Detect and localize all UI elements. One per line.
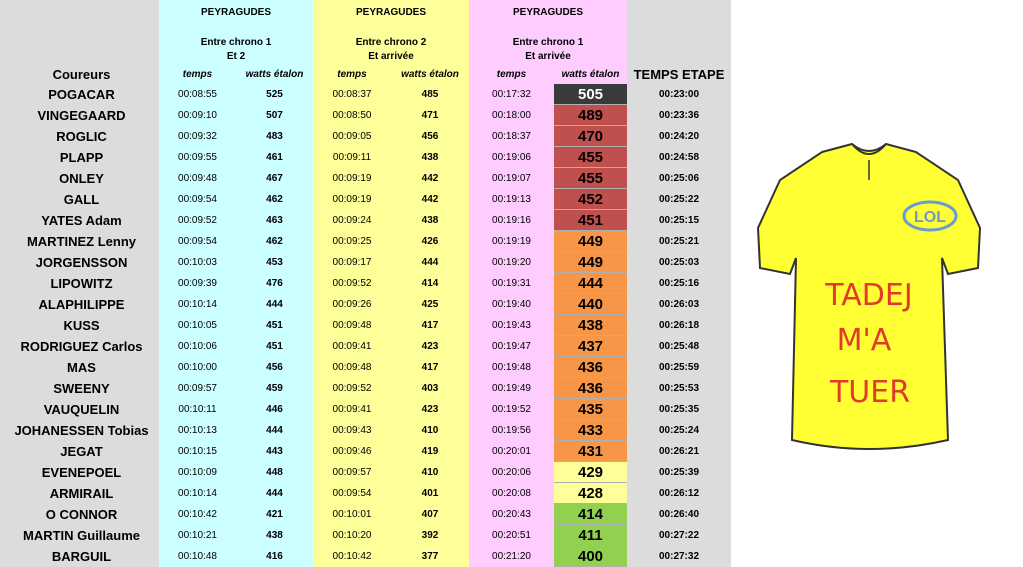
segment-3-time-cell[interactable]: 00:19:43 (469, 315, 554, 336)
rider-name-cell[interactable]: POGACAR (0, 84, 159, 105)
segment-3-time-cell[interactable]: 00:19:48 (469, 357, 554, 378)
segment-3-watts-cell[interactable]: 414 (554, 504, 627, 525)
table-row (0, 420, 731, 441)
table-row (0, 147, 731, 168)
segment-1-time-cell[interactable]: 00:10:06 (159, 336, 236, 357)
table-row (0, 504, 731, 525)
stage-time-column-header[interactable]: TEMPS ETAPE (627, 64, 731, 84)
segment-2-time-cell[interactable]: 00:09:19 (313, 189, 391, 210)
stage-time-cell[interactable]: 00:25:15 (627, 210, 731, 231)
segment-3-watts-cell[interactable]: 470 (554, 126, 627, 147)
segment-1-watts-cell[interactable]: 421 (236, 504, 313, 525)
segment-1-time-cell[interactable]: 00:10:00 (159, 357, 236, 378)
table-row (0, 84, 731, 105)
segment-1-time-cell[interactable]: 00:09:39 (159, 273, 236, 294)
stage-time-cell[interactable]: 00:25:21 (627, 231, 731, 252)
segment-2-time-cell[interactable]: 00:09:17 (313, 252, 391, 273)
table-row (0, 252, 731, 273)
rider-name-cell[interactable]: ARMIRAIL (0, 483, 159, 504)
segment-1-time-cell[interactable]: 00:09:54 (159, 231, 236, 252)
segment-2-line2: Et arrivée (368, 51, 414, 62)
table-row (0, 378, 731, 399)
segment-2-watts-cell[interactable]: 425 (391, 294, 469, 315)
segment-3-time-cell[interactable]: 00:20:43 (469, 504, 554, 525)
segment-1-watts-cell[interactable]: 453 (236, 252, 313, 273)
table-row (0, 210, 731, 231)
segment-2-watts-cell[interactable]: 438 (391, 210, 469, 231)
segment-1-line1: Entre chrono 1 (200, 37, 272, 48)
segment-2-watts-cell[interactable]: 442 (391, 189, 469, 210)
stage-time-cell[interactable]: 00:26:21 (627, 441, 731, 462)
table-row (0, 273, 731, 294)
table-row (0, 357, 731, 378)
stage-time-cell[interactable]: 00:27:22 (627, 525, 731, 546)
segment-2-header[interactable] (313, 0, 469, 64)
segment-1-watts-cell[interactable]: 462 (236, 231, 313, 252)
segment-1-time-cell[interactable]: 00:10:21 (159, 525, 236, 546)
segment-3-watts-cell[interactable]: 436 (554, 378, 627, 399)
segment-2-watts-cell[interactable]: 423 (391, 399, 469, 420)
segment-3-watts-cell[interactable]: 400 (554, 546, 627, 567)
segment-3-time-cell[interactable]: 00:19:56 (469, 420, 554, 441)
rider-name-cell[interactable]: MAS (0, 357, 159, 378)
segment-1-watts-label[interactable]: watts étalon (236, 64, 313, 84)
segment-2-time-cell[interactable]: 00:09:41 (313, 399, 391, 420)
rider-name-cell[interactable]: MARTINEZ Lenny (0, 231, 159, 252)
rider-name-cell[interactable]: YATES Adam (0, 210, 159, 231)
segment-1-watts-cell[interactable]: 483 (236, 126, 313, 147)
segment-3-time-cell[interactable]: 00:20:01 (469, 441, 554, 462)
segment-2-time-cell[interactable]: 00:08:50 (313, 105, 391, 126)
segment-1-watts-cell[interactable]: 476 (236, 273, 313, 294)
segment-3-watts-cell[interactable]: 449 (554, 252, 627, 273)
rider-name-cell[interactable]: GALL (0, 189, 159, 210)
segment-1-time-cell[interactable]: 00:10:42 (159, 504, 236, 525)
segment-3-watts-cell[interactable]: 449 (554, 231, 627, 252)
segment-2-watts-cell[interactable]: 426 (391, 231, 469, 252)
segment-1-watts-cell[interactable]: 456 (236, 357, 313, 378)
segment-3-time-cell[interactable]: 00:20:08 (469, 483, 554, 504)
yellow-jersey-drawing (752, 140, 986, 470)
segment-1-time-cell[interactable]: 00:09:55 (159, 147, 236, 168)
segment-1-watts-cell[interactable]: 444 (236, 294, 313, 315)
table-row (0, 294, 731, 315)
segment-1-race: PEYRAGUDES (200, 7, 271, 18)
segment-3-watts-cell[interactable]: 455 (554, 168, 627, 189)
stage-time-cell[interactable]: 00:24:58 (627, 147, 731, 168)
segment-3-watts-cell[interactable]: 431 (554, 441, 627, 462)
segment-1-watts-cell[interactable]: 446 (236, 399, 313, 420)
stage-time-cell[interactable]: 00:25:06 (627, 168, 731, 189)
segment-3-time-cell[interactable]: 00:19:19 (469, 231, 554, 252)
stage-time-cell[interactable]: 00:25:35 (627, 399, 731, 420)
segment-3-time-cell[interactable]: 00:19:31 (469, 273, 554, 294)
segment-1-watts-cell[interactable]: 438 (236, 525, 313, 546)
stage-time-cell[interactable]: 00:26:12 (627, 483, 731, 504)
segment-3-header[interactable] (469, 0, 627, 64)
segment-2-time-cell[interactable]: 00:09:41 (313, 336, 391, 357)
stage-header-spacer[interactable] (627, 0, 731, 64)
segment-3-time-cell[interactable]: 00:21:20 (469, 546, 554, 567)
stage-time-cell[interactable]: 00:25:48 (627, 336, 731, 357)
segment-1-watts-cell[interactable]: 451 (236, 336, 313, 357)
jersey-message-line-3: TUER (829, 375, 911, 410)
segment-2-time-cell[interactable]: 00:09:26 (313, 294, 391, 315)
segment-1-watts-cell[interactable]: 444 (236, 483, 313, 504)
segment-1-time-cell[interactable]: 00:09:48 (159, 168, 236, 189)
table-row (0, 231, 731, 252)
segment-2-time-cell[interactable]: 00:09:25 (313, 231, 391, 252)
stage-time-cell[interactable]: 00:26:18 (627, 315, 731, 336)
segment-1-watts-cell[interactable]: 448 (236, 462, 313, 483)
segment-1-time-cell[interactable]: 00:08:55 (159, 84, 236, 105)
segment-2-time-cell[interactable]: 00:09:19 (313, 168, 391, 189)
rider-name-cell[interactable]: SWEENY (0, 378, 159, 399)
segment-2-time-cell[interactable]: 00:09:52 (313, 378, 391, 399)
table-row (0, 462, 731, 483)
rider-name-cell[interactable]: JORGENSSON (0, 252, 159, 273)
segment-3-time-cell[interactable]: 00:19:16 (469, 210, 554, 231)
segment-1-watts-cell[interactable]: 463 (236, 210, 313, 231)
segment-3-line1: Entre chrono 1 (512, 37, 584, 48)
segment-1-watts-cell[interactable]: 451 (236, 315, 313, 336)
segment-3-watts-cell[interactable]: 436 (554, 357, 627, 378)
rider-name-cell[interactable]: PLAPP (0, 147, 159, 168)
segment-1-time-cell[interactable]: 00:10:09 (159, 462, 236, 483)
segment-3-watts-cell[interactable]: 440 (554, 294, 627, 315)
segment-3-watts-cell[interactable]: 489 (554, 105, 627, 126)
segment-1-line2: Et 2 (226, 51, 246, 62)
header-corner-cell[interactable] (0, 0, 159, 64)
segment-2-watts-cell[interactable]: 442 (391, 168, 469, 189)
segment-3-watts-cell[interactable]: 435 (554, 399, 627, 420)
table-row (0, 336, 731, 357)
segment-1-watts-cell[interactable]: 416 (236, 546, 313, 567)
segment-2-watts-cell[interactable]: 410 (391, 420, 469, 441)
column-labels-row (0, 64, 731, 84)
segment-2-watts-cell[interactable]: 438 (391, 147, 469, 168)
segment-3-time-cell[interactable]: 00:18:00 (469, 105, 554, 126)
segment-3-time-cell[interactable]: 00:19:07 (469, 168, 554, 189)
table-row (0, 399, 731, 420)
segment-1-time-label[interactable]: temps (159, 64, 236, 84)
segment-2-time-cell[interactable]: 00:09:57 (313, 462, 391, 483)
segment-1-time-cell[interactable]: 00:10:48 (159, 546, 236, 567)
stage-time-cell[interactable]: 00:23:00 (627, 84, 731, 105)
segment-2-time-cell[interactable]: 00:09:48 (313, 357, 391, 378)
segment-3-time-cell[interactable]: 00:19:20 (469, 252, 554, 273)
header-row (0, 0, 731, 64)
segment-3-watts-cell[interactable]: 429 (554, 462, 627, 483)
table-row (0, 126, 731, 147)
stage-time-cell[interactable]: 00:23:36 (627, 105, 731, 126)
rider-name-cell[interactable]: KUSS (0, 315, 159, 336)
segment-3-time-cell[interactable]: 00:19:13 (469, 189, 554, 210)
segment-2-watts-cell[interactable]: 407 (391, 504, 469, 525)
segment-1-time-cell[interactable]: 00:10:03 (159, 252, 236, 273)
segment-3-watts-cell[interactable]: 455 (554, 147, 627, 168)
segment-1-watts-cell[interactable]: 525 (236, 84, 313, 105)
lol-logo-text: LOL (914, 209, 946, 226)
rider-name-cell[interactable]: ROGLIC (0, 126, 159, 147)
segment-2-time-cell[interactable]: 00:10:20 (313, 525, 391, 546)
segment-1-time-cell[interactable]: 00:09:32 (159, 126, 236, 147)
stage-time-cell[interactable]: 00:25:03 (627, 252, 731, 273)
segment-2-watts-cell[interactable]: 456 (391, 126, 469, 147)
segment-3-watts-cell[interactable]: 438 (554, 315, 627, 336)
table-row (0, 315, 731, 336)
segment-2-time-cell[interactable]: 00:09:05 (313, 126, 391, 147)
segment-2-time-label[interactable]: temps (313, 64, 391, 84)
segment-3-line2: Et arrivée (525, 51, 571, 62)
segment-3-time-cell[interactable]: 00:19:49 (469, 378, 554, 399)
segment-2-race: PEYRAGUDES (355, 7, 426, 18)
segment-2-watts-cell[interactable]: 485 (391, 84, 469, 105)
segment-3-watts-cell[interactable]: 444 (554, 273, 627, 294)
stage-time-cell[interactable]: 00:27:32 (627, 546, 731, 567)
rider-name-cell[interactable]: MARTIN Guillaume (0, 525, 159, 546)
segment-2-watts-cell[interactable]: 392 (391, 525, 469, 546)
table-row (0, 441, 731, 462)
table-row (0, 546, 731, 567)
table-row (0, 483, 731, 504)
segment-2-watts-cell[interactable]: 377 (391, 546, 469, 567)
riders-column-header[interactable]: Coureurs (0, 64, 159, 84)
rider-name-cell[interactable]: BARGUIL (0, 546, 159, 567)
segment-2-watts-cell[interactable]: 414 (391, 273, 469, 294)
stage-time-cell[interactable]: 00:25:24 (627, 420, 731, 441)
segment-2-line1: Entre chrono 2 (355, 37, 427, 48)
segment-1-time-cell[interactable]: 00:09:52 (159, 210, 236, 231)
segment-3-time-label[interactable]: temps (469, 64, 554, 84)
segment-1-time-cell[interactable]: 00:10:13 (159, 420, 236, 441)
segment-2-time-cell[interactable]: 00:09:48 (313, 315, 391, 336)
segment-1-time-cell[interactable]: 00:09:10 (159, 105, 236, 126)
segment-3-time-cell[interactable]: 00:19:47 (469, 336, 554, 357)
segment-1-time-cell[interactable]: 00:10:14 (159, 294, 236, 315)
table-row (0, 525, 731, 546)
rider-name-cell[interactable]: ONLEY (0, 168, 159, 189)
segment-3-watts-cell[interactable]: 411 (554, 525, 627, 546)
segment-1-time-cell[interactable]: 00:10:11 (159, 399, 236, 420)
segment-3-watts-cell[interactable]: 452 (554, 189, 627, 210)
jersey-message-line-1: TADEJ (825, 278, 913, 313)
table-row (0, 105, 731, 126)
segment-2-watts-cell[interactable]: 423 (391, 336, 469, 357)
segment-1-watts-cell[interactable]: 443 (236, 441, 313, 462)
segment-2-watts-cell[interactable]: 471 (391, 105, 469, 126)
rider-name-cell[interactable]: ALAPHILIPPE (0, 294, 159, 315)
segment-1-watts-cell[interactable]: 461 (236, 147, 313, 168)
segment-2-watts-cell[interactable]: 444 (391, 252, 469, 273)
segment-2-watts-cell[interactable]: 417 (391, 315, 469, 336)
rider-name-cell[interactable]: VAUQUELIN (0, 399, 159, 420)
jersey-message-line-2: M'A (836, 323, 892, 358)
segment-1-header[interactable] (159, 0, 313, 64)
stage-time-cell[interactable]: 00:26:03 (627, 294, 731, 315)
segment-1-time-cell[interactable]: 00:10:14 (159, 483, 236, 504)
table-row (0, 189, 731, 210)
segment-3-watts-cell[interactable]: 437 (554, 336, 627, 357)
segment-3-time-cell[interactable]: 00:17:32 (469, 84, 554, 105)
segment-3-time-cell[interactable]: 00:18:37 (469, 126, 554, 147)
segment-3-time-cell[interactable]: 00:19:52 (469, 399, 554, 420)
segment-1-time-cell[interactable]: 00:09:57 (159, 378, 236, 399)
segment-2-watts-cell[interactable]: 417 (391, 357, 469, 378)
segment-3-watts-cell[interactable]: 451 (554, 210, 627, 231)
segment-1-time-cell[interactable]: 00:10:15 (159, 441, 236, 462)
segment-3-watts-cell[interactable]: 505 (554, 84, 627, 105)
segment-1-watts-cell[interactable]: 459 (236, 378, 313, 399)
segment-1-watts-cell[interactable]: 467 (236, 168, 313, 189)
segment-2-watts-cell[interactable]: 401 (391, 483, 469, 504)
segment-2-watts-cell[interactable]: 410 (391, 462, 469, 483)
stage-time-cell[interactable]: 00:25:22 (627, 189, 731, 210)
segment-2-time-cell[interactable]: 00:09:46 (313, 441, 391, 462)
rider-name-cell[interactable]: LIPOWITZ (0, 273, 159, 294)
table-row (0, 168, 731, 189)
segment-3-watts-cell[interactable]: 428 (554, 483, 627, 504)
segment-1-time-cell[interactable]: 00:10:05 (159, 315, 236, 336)
rider-name-cell[interactable]: EVENEPOEL (0, 462, 159, 483)
segment-2-time-cell[interactable]: 00:09:54 (313, 483, 391, 504)
segment-3-time-cell[interactable]: 00:19:06 (469, 147, 554, 168)
rider-name-cell[interactable]: VINGEGAARD (0, 105, 159, 126)
segment-3-watts-cell[interactable]: 433 (554, 420, 627, 441)
stage-time-cell[interactable]: 00:25:39 (627, 462, 731, 483)
stage-time-cell[interactable]: 00:24:20 (627, 126, 731, 147)
segment-2-time-cell[interactable]: 00:10:42 (313, 546, 391, 567)
segment-2-time-cell[interactable]: 00:08:37 (313, 84, 391, 105)
segment-2-watts-label[interactable]: watts étalon (391, 64, 469, 84)
rider-name-cell[interactable]: O CONNOR (0, 504, 159, 525)
segment-2-watts-cell[interactable]: 419 (391, 441, 469, 462)
rider-name-cell[interactable]: JOHANESSEN Tobias (0, 420, 159, 441)
segment-2-time-cell[interactable]: 00:09:24 (313, 210, 391, 231)
segment-3-time-cell[interactable]: 00:19:40 (469, 294, 554, 315)
stage-time-cell[interactable]: 00:25:53 (627, 378, 731, 399)
segment-3-time-cell[interactable]: 00:20:51 (469, 525, 554, 546)
segment-1-watts-cell[interactable]: 462 (236, 189, 313, 210)
segment-2-time-cell[interactable]: 00:09:11 (313, 147, 391, 168)
stage-time-cell[interactable]: 00:26:40 (627, 504, 731, 525)
segment-2-time-cell[interactable]: 00:10:01 (313, 504, 391, 525)
segment-3-watts-label[interactable]: watts étalon (554, 64, 627, 84)
segment-1-watts-cell[interactable]: 444 (236, 420, 313, 441)
segment-2-time-cell[interactable]: 00:09:52 (313, 273, 391, 294)
segment-3-race: PEYRAGUDES (512, 7, 583, 18)
stage-time-cell[interactable]: 00:25:59 (627, 357, 731, 378)
segment-1-watts-cell[interactable]: 507 (236, 105, 313, 126)
stage-time-cell[interactable]: 00:25:16 (627, 273, 731, 294)
rider-name-cell[interactable]: JEGAT (0, 441, 159, 462)
segment-3-time-cell[interactable]: 00:20:06 (469, 462, 554, 483)
segment-2-watts-cell[interactable]: 403 (391, 378, 469, 399)
segment-1-time-cell[interactable]: 00:09:54 (159, 189, 236, 210)
rider-name-cell[interactable]: RODRIGUEZ Carlos (0, 336, 159, 357)
segment-2-time-cell[interactable]: 00:09:43 (313, 420, 391, 441)
